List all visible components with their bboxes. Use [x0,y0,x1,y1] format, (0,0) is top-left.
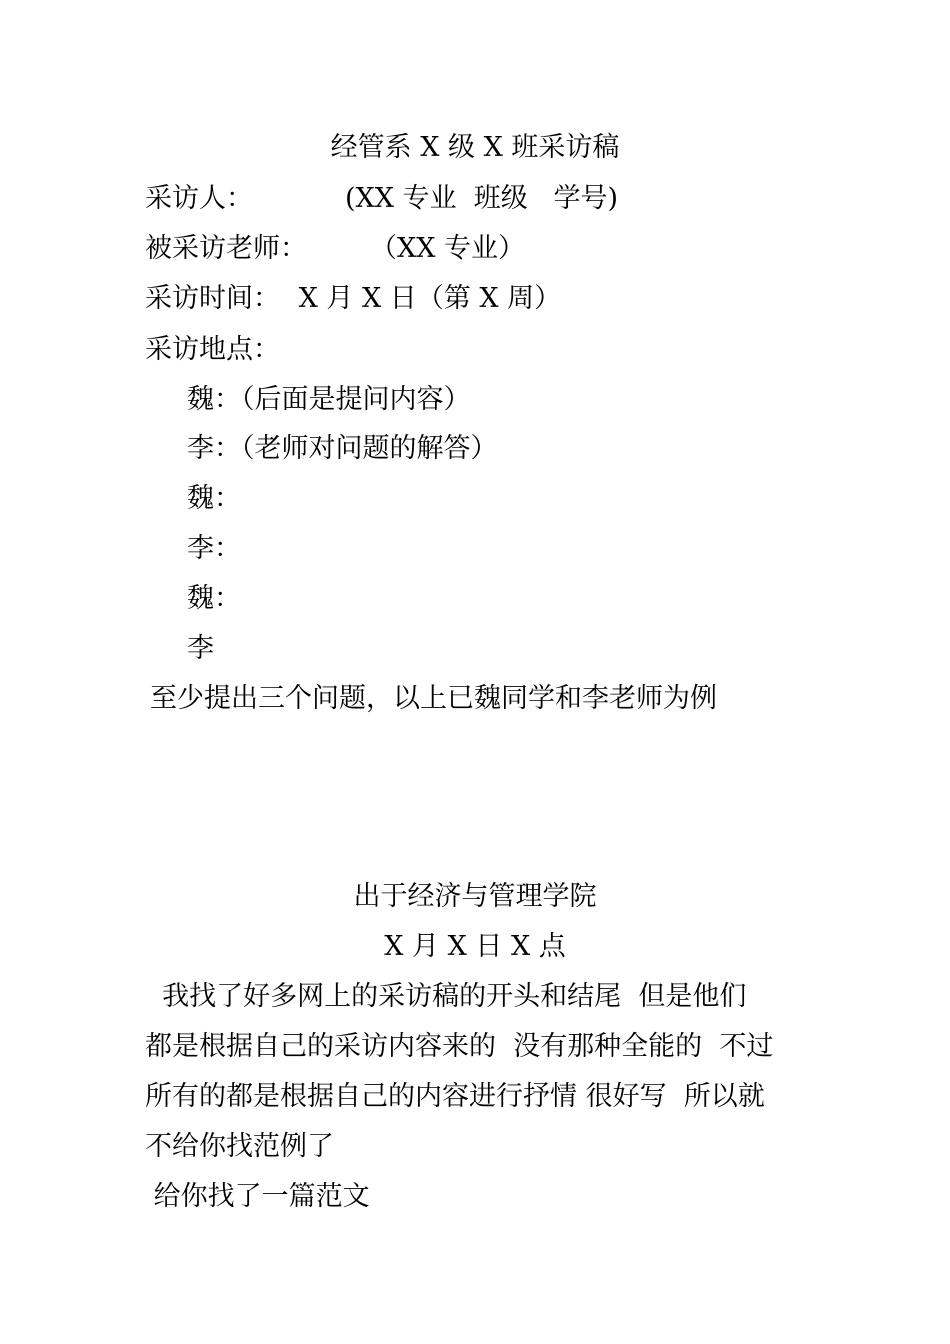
location-label: 采访地点： [145,334,280,365]
speaker-name: 魏： [187,583,241,614]
paragraph-line: 所有的都是根据自己的内容进行抒情 很好写 所以就 [145,1081,765,1112]
interviewer-value: (XX 专业 班级 学号) [345,183,619,214]
paragraph-line: 都是根据自己的采访内容来的 没有那种全能的 不过 [145,1031,774,1062]
dialogue-line [187,632,214,666]
time-row [145,282,561,316]
interviewee-label: 被采访老师： [145,233,307,264]
time-label: 采访时间： [145,283,280,314]
dialogue-line [187,383,471,417]
datetime-line: X 月 X 日 X 点 [384,931,566,962]
origin-line: 出于经济与管理学院 [353,881,597,912]
interviewer-label: 采访人： [145,183,253,214]
interviewee-row [145,232,526,266]
paragraph-line: 我找了好多网上的采访稿的开头和结尾 但是他们 [145,981,747,1012]
speaker-name: 李： [187,533,241,564]
instruction-note: 至少提出三个问题，以上已魏同学和李老师为例 [150,683,717,714]
document-title: 经管系 X 级 X 班采访稿 [330,132,620,163]
dialogue-text: （后面是提问内容） [241,384,471,415]
speaker-name: 魏： [187,483,241,514]
dialogue-line [187,432,498,466]
dialogue-line [187,582,241,616]
dialogue-line [187,532,241,566]
dialogue-text: （老师对问题的解答） [241,433,498,464]
speaker-name: 李： [187,433,241,464]
interviewee-value: （XX 专业） [370,233,526,264]
speaker-name: 李 [187,633,214,664]
speaker-name: 魏： [187,384,241,415]
interviewer-row [145,182,619,216]
time-value: X 月 X 日（第 X 周） [298,283,562,314]
dialogue-line [187,482,241,516]
closing-line: 给你找了一篇范文 [145,1181,370,1212]
paragraph-line: 不给你找范例了 [145,1131,334,1162]
